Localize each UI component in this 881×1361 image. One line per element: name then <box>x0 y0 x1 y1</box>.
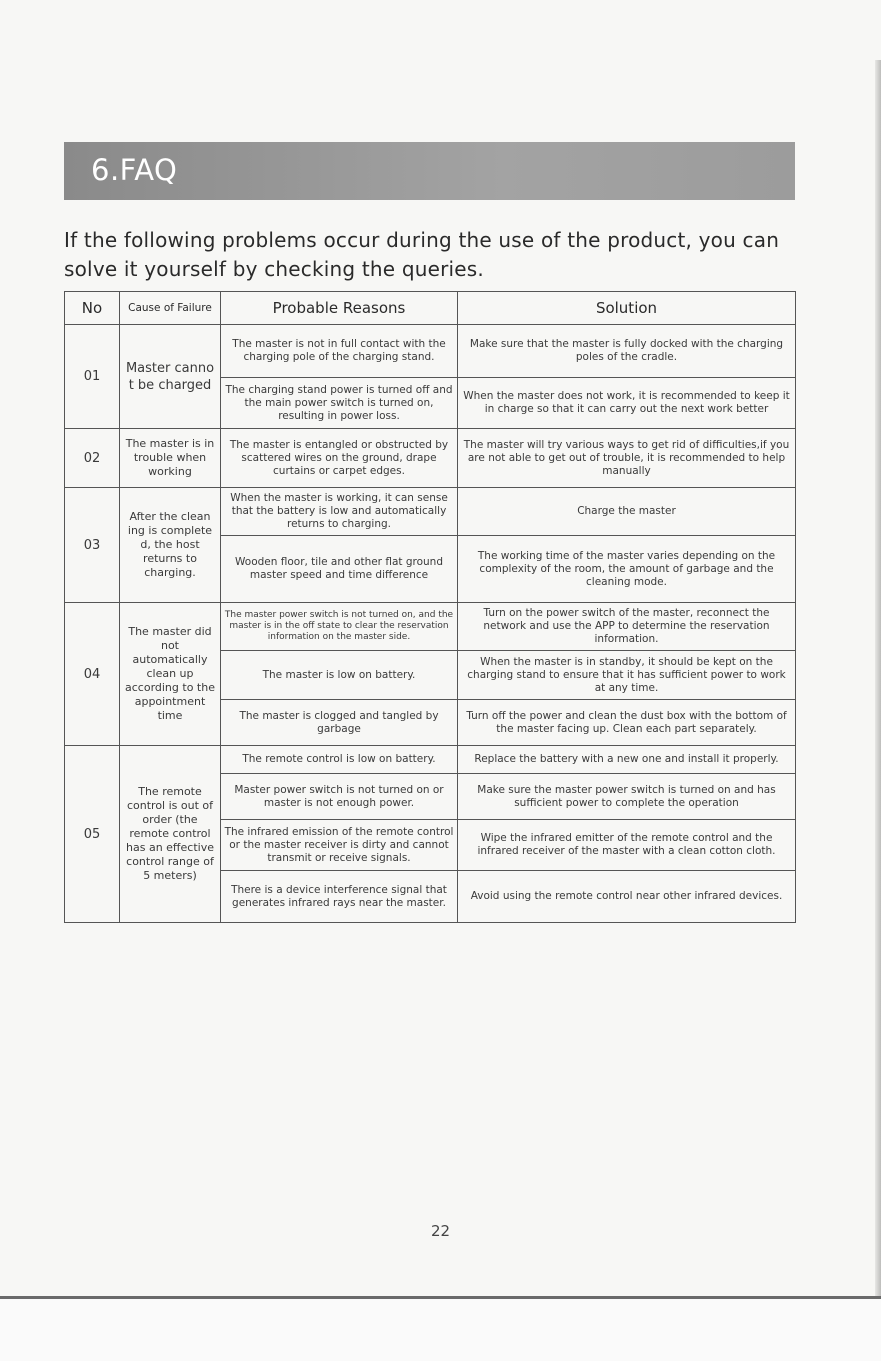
row-number: 02 <box>65 429 120 488</box>
intro-text: If the following problems occur during the use of the product, you can solve it yourself by checking the queries. <box>64 228 780 281</box>
section-header <box>64 142 795 200</box>
row-number: 05 <box>65 746 120 923</box>
probable-reason: The remote control is low on battery. <box>221 746 458 774</box>
probable-reason: The master power switch is not turned on, and the master is in the off state to clear the reservation information on the master side. <box>221 603 458 651</box>
row-number: 03 <box>65 488 120 603</box>
probable-reason: The master is low on battery. <box>221 651 458 700</box>
row-number: 04 <box>65 603 120 746</box>
probable-reason: The infrared emission of the remote control or the master receiver is dirty and cannot transmit or receive signals. <box>221 820 458 871</box>
failure-cause: The master did not automatically clean up according to the appointment time <box>120 603 221 746</box>
probable-reason: The master is clogged and tangled by garbage <box>221 700 458 746</box>
table-row <box>65 488 796 536</box>
header-cause: Cause of Failure <box>120 292 221 325</box>
solution: Turn off the power and clean the dust box with the bottom of the master facing up. Clean each part separately. <box>458 700 796 746</box>
page-number: 22 <box>430 1222 451 1240</box>
solution: Charge the master <box>458 488 796 536</box>
table-header-row <box>65 292 796 325</box>
table-row <box>65 429 796 488</box>
table-row <box>65 325 796 378</box>
probable-reason: The master is entangled or obstructed by scattered wires on the ground, drape curtains or carpet edges. <box>221 429 458 488</box>
header-reasons: Probable Reasons <box>221 292 458 325</box>
failure-cause: The remote control is out of order (the remote control has an effective control range of 5 meters) <box>120 746 221 923</box>
solution: Turn on the power switch of the master, reconnect the network and use the APP to determine the reservation information. <box>458 603 796 651</box>
solution: The master will try various ways to get rid of difficulties,if you are not able to get out of trouble, it is recommended to help manually <box>458 429 796 488</box>
table-row <box>65 603 796 651</box>
table-row <box>65 746 796 774</box>
probable-reason: When the master is working, it can sense that the battery is low and automatically returns to charging. <box>221 488 458 536</box>
failure-cause: After the clean ing is complete d, the host returns to charging. <box>120 488 221 603</box>
header-solution: Solution <box>458 292 796 325</box>
solution: Wipe the infrared emitter of the remote control and the infrared receiver of the master with a clean cotton cloth. <box>458 820 796 871</box>
probable-reason: The charging stand power is turned off and the main power switch is turned on, resulting in power loss. <box>221 378 458 429</box>
section-title: 6.FAQ <box>91 153 178 187</box>
solution: When the master is in standby, it should be kept on the charging stand to ensure that it has sufficient power to work at any time. <box>458 651 796 700</box>
page-edge-shadow <box>875 60 881 1300</box>
solution: When the master does not work, it is recommended to keep it in charge so that it can carry out the next work better <box>458 378 796 429</box>
page-background-strip <box>0 1299 881 1361</box>
probable-reason: The master is not in full contact with the charging pole of the charging stand. <box>221 325 458 378</box>
solution: Avoid using the remote control near other infrared devices. <box>458 871 796 923</box>
failure-cause: Master canno t be charged <box>120 325 221 429</box>
failure-cause: The master is in trouble when working <box>120 429 221 488</box>
row-number: 01 <box>65 325 120 429</box>
header-no: No <box>65 292 120 325</box>
solution: Make sure the master power switch is turned on and has sufficient power to complete the operation <box>458 774 796 820</box>
faq-table <box>64 291 796 923</box>
solution: Make sure that the master is fully docked with the charging poles of the cradle. <box>458 325 796 378</box>
probable-reason: Wooden floor, tile and other flat ground master speed and time difference <box>221 536 458 603</box>
solution: Replace the battery with a new one and install it properly. <box>458 746 796 774</box>
probable-reason: There is a device interference signal that generates infrared rays near the master. <box>221 871 458 923</box>
solution: The working time of the master varies depending on the complexity of the room, the amount of garbage and the cleaning mode. <box>458 536 796 603</box>
probable-reason: Master power switch is not turned on or master is not enough power. <box>221 774 458 820</box>
